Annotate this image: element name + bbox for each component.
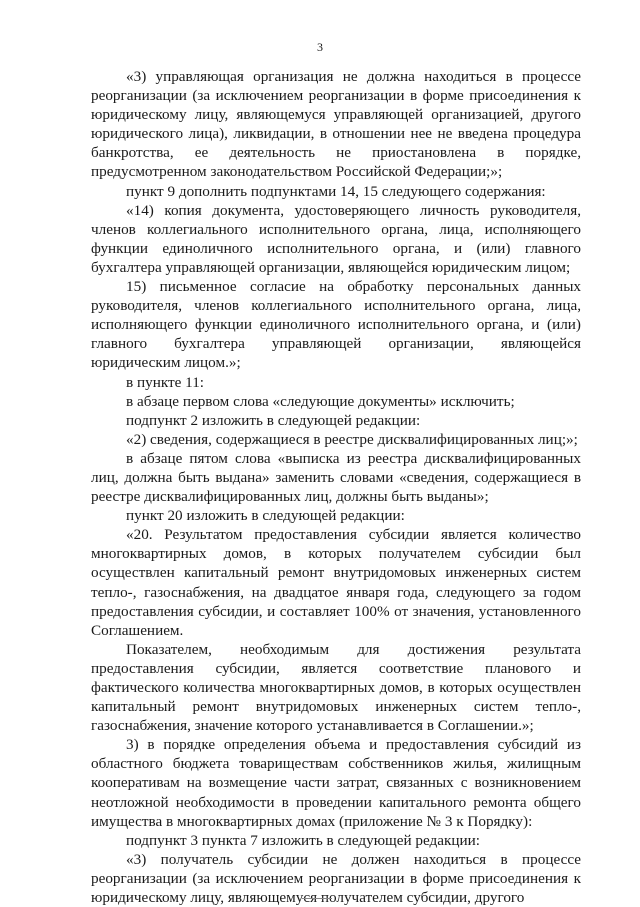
paragraph: пункт 20 изложить в следующей редакции: <box>126 507 405 525</box>
paragraph: 3) в порядке определения объема и предоставления субсидий из областного бюджета товариществам собственников жилья, жилищным кооперативам на возмещение части затрат, связанных с возникновением неотложной необходимости в проведении капитального ремонта общего имущества в многоквартирных домах (приложение № 3 к Порядку): <box>91 736 581 830</box>
paragraph: подпункт 2 изложить в следующей редакции: <box>126 411 421 429</box>
paragraph: «3) управляющая организация не должна находиться в процессе реорганизации (за исключением реорганизации в форме присоединения к юридическому лицу, являющемуся управляющей организацией, другого юридического лица), ликвидации, в отношении нее не введена процедура банкротства, ее деятельность не приостановлена в порядке, предусмотренном законодательством Российской Федерации;»; <box>91 68 581 181</box>
footer-divider <box>302 898 332 899</box>
paragraph: подпункт 3 пункта 7 изложить в следующей редакции: <box>126 831 480 849</box>
body-text <box>91 67 581 907</box>
page-number: 3 <box>317 40 323 54</box>
paragraph: пункт 9 дополнить подпунктами 14, 15 следующего содержания: <box>126 182 546 200</box>
paragraph: в абзаце первом слова «следующие документы» исключить; <box>126 392 515 410</box>
paragraph: «20. Результатом предоставления субсидии является количество многоквартирных домов, в которых получателем субсидии был осуществлен капитальный ремонт внутридомовых инженерных систем тепло-, газоснабжения, на двадцатое января года, следующего за годом предоставления субсидии, и составляет 100% от значения, установленного Соглашением. <box>91 526 581 639</box>
paragraph: в пункте 11: <box>126 373 205 391</box>
paragraph: в абзаце пятом слова «выписка из реестра дисквалифицированных лиц, должна быть выдана» заменить словами «сведения, содержащиеся в реестре дисквалифицированных лиц, должны быть выданы»; <box>91 449 581 506</box>
paragraph: Показателем, необходимым для достижения результата предоставления субсидии, является соответствие планового и фактического количества многоквартирных домов, в которых осуществлен капитальный ремонт внутридомовых инженерных систем тепло-, газоснабжения, значение которого устанавливается в Соглашении.»; <box>91 640 581 735</box>
paragraph: «3) получатель субсидии не должен находиться в процессе реорганизации (за исключением реорганизации в форме присоединения к юридическому лицу, являющемуся получателем субсидии, другого <box>91 850 581 907</box>
paragraph: «2) сведения, содержащиеся в реестре дисквалифицированных лиц;»; <box>126 430 578 448</box>
paragraph: 15) письменное согласие на обработку персональных данных руководителя, членов коллегиального исполнительного органа, лица, исполняющего функции единоличного исполнительного органа, и (или) главного бухгалтера управляющей организации, являющейся юридическим лицом.»; <box>91 278 581 372</box>
paragraph: «14) копия документа, удостоверяющего личность руководителя, членов коллегиального исполнительного органа, лица, исполняющего функции единоличного исполнительного органа, и (или) главного бухгалтера управляющей организации, являющейся юридическим лицом; <box>91 201 581 276</box>
